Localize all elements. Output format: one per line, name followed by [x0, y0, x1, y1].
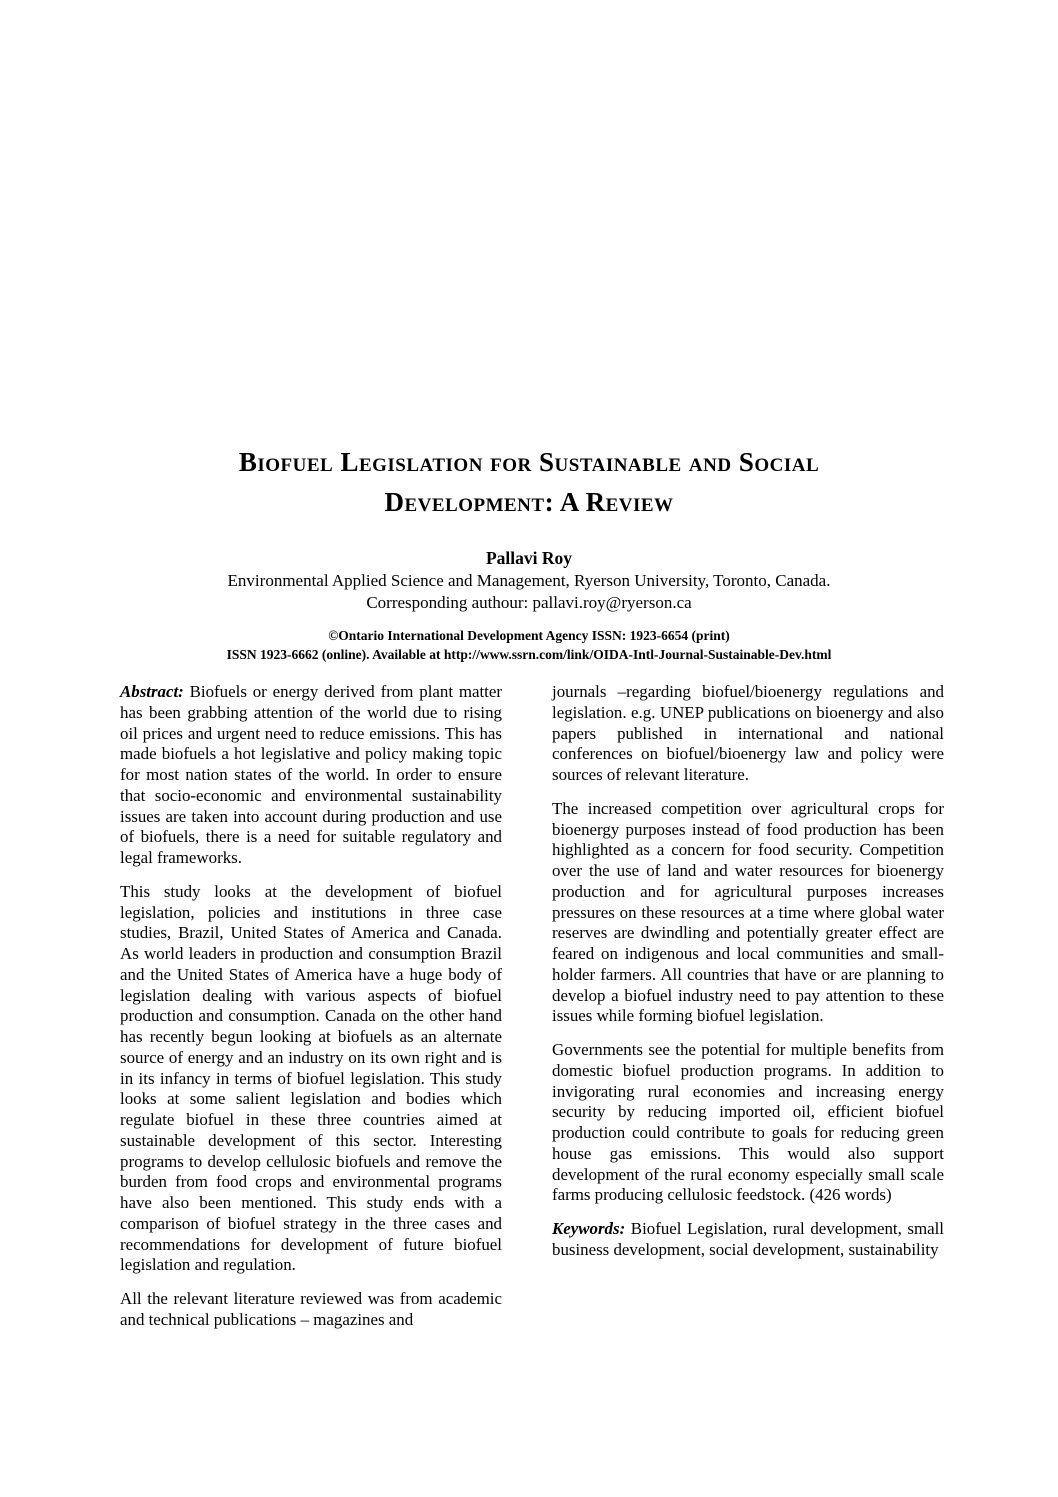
- abstract-text-1: Biofuels or energy derived from plant matter has been grabbing attention of the world due to rising oil prices and urgent need to reduce emissions. This has made biofuels a hot legislative and policy making topic for most nation states of the world. In order to ensure that socio-economic and environmental sustainability issues are taken into account during production and use of biofuels, there is a need for suitable regulatory and legal frameworks.: [120, 682, 502, 867]
- author-name: Pallavi Roy: [485, 548, 573, 568]
- right-column: [552, 682, 944, 1344]
- abstract-label: Abstract:: [120, 682, 184, 701]
- paper-title: [0, 442, 1058, 522]
- keywords-text: Biofuel Legislation, rural development, small business development, social development, sustainability: [552, 1219, 944, 1259]
- paper-title-line-1: Biofuel Legislation for Sustainable and Social: [238, 447, 820, 477]
- publisher-block: [0, 626, 1058, 664]
- issn-online-line: ISSN 1923-6662 (online). Available at http://www.ssrn.com/link/OIDA-Intl-Journal-Sustainable-Dev.html: [226, 647, 832, 662]
- body-paragraph-4: The increased competition over agricultural crops for bioenergy purposes instead of food production has been highlighted as a concern for food security. Competition over the use of land and water resources for bioenergy production and for agricultural purposes increases pressures on these resources at a time where global water reserves are dwindling and potentially greater effect are feared on indigenous and local communities and small-holder farmers. All countries that have or are planning to develop a biofuel industry need to pay attention to these issues while forming biofuel legislation.: [552, 798, 944, 1026]
- body-paragraph-3-right: journals –regarding biofuel/bioenergy regulations and legislation. e.g. UNEP publications on bioenergy and also papers published in international and national conferences on biofuel/bioenergy law and policy were sources of relevant literature.: [552, 682, 944, 784]
- issn-print-line: ©Ontario International Development Agency ISSN: 1923-6654 (print): [328, 628, 730, 643]
- keywords-label: Keywords:: [552, 1219, 626, 1238]
- body-paragraph-5: Governments see the potential for multiple benefits from domestic biofuel production programs. In addition to invigorating rural economies and increasing energy security by reducing imported oil, efficient biofuel production could contribute to goals for reducing green house gas emissions. This would also support development of the rural economy especially small scale farms producing cellulosic feedstock. (426 words): [552, 1040, 944, 1205]
- author-block: [0, 547, 1058, 614]
- paper-title-line-2: Development: A Review: [384, 487, 674, 517]
- body-paragraph-2: This study looks at the development of biofuel legislation, policies and institutions in three case studies, Brazil, United States of America and Canada. As world leaders in production and consumption Brazil and the United States of America have a huge body of legislation dealing with various aspects of biofuel production and consumption. Canada on the other hand has recently begun looking at biofuels as an alternate source of energy and an industry on its own right and is in its infancy in terms of biofuel legislation. This study looks at some salient legislation and bodies which regulate biofuel in these three countries aimed at sustainable development of this sector. Interesting programs to develop cellulosic biofuels and remove the burden from food crops and environmental programs have also been mentioned. This study ends with a comparison of biofuel strategy in the three cases and recommendations for development of future biofuel legislation and regulation.: [120, 881, 502, 1275]
- keywords-paragraph: [552, 1219, 944, 1261]
- author-affiliation: Environmental Applied Science and Management, Ryerson University, Toronto, Canada.: [227, 571, 831, 590]
- body-paragraph-3-left: All the relevant literature reviewed was from academic and technical publications – magazines and: [120, 1289, 502, 1329]
- abstract-paragraph: [120, 682, 502, 869]
- left-column: [120, 682, 502, 1344]
- corresponding-author-line: Corresponding authour: pallavi.roy@ryerson.ca: [366, 593, 692, 612]
- two-column-body: [120, 682, 944, 1344]
